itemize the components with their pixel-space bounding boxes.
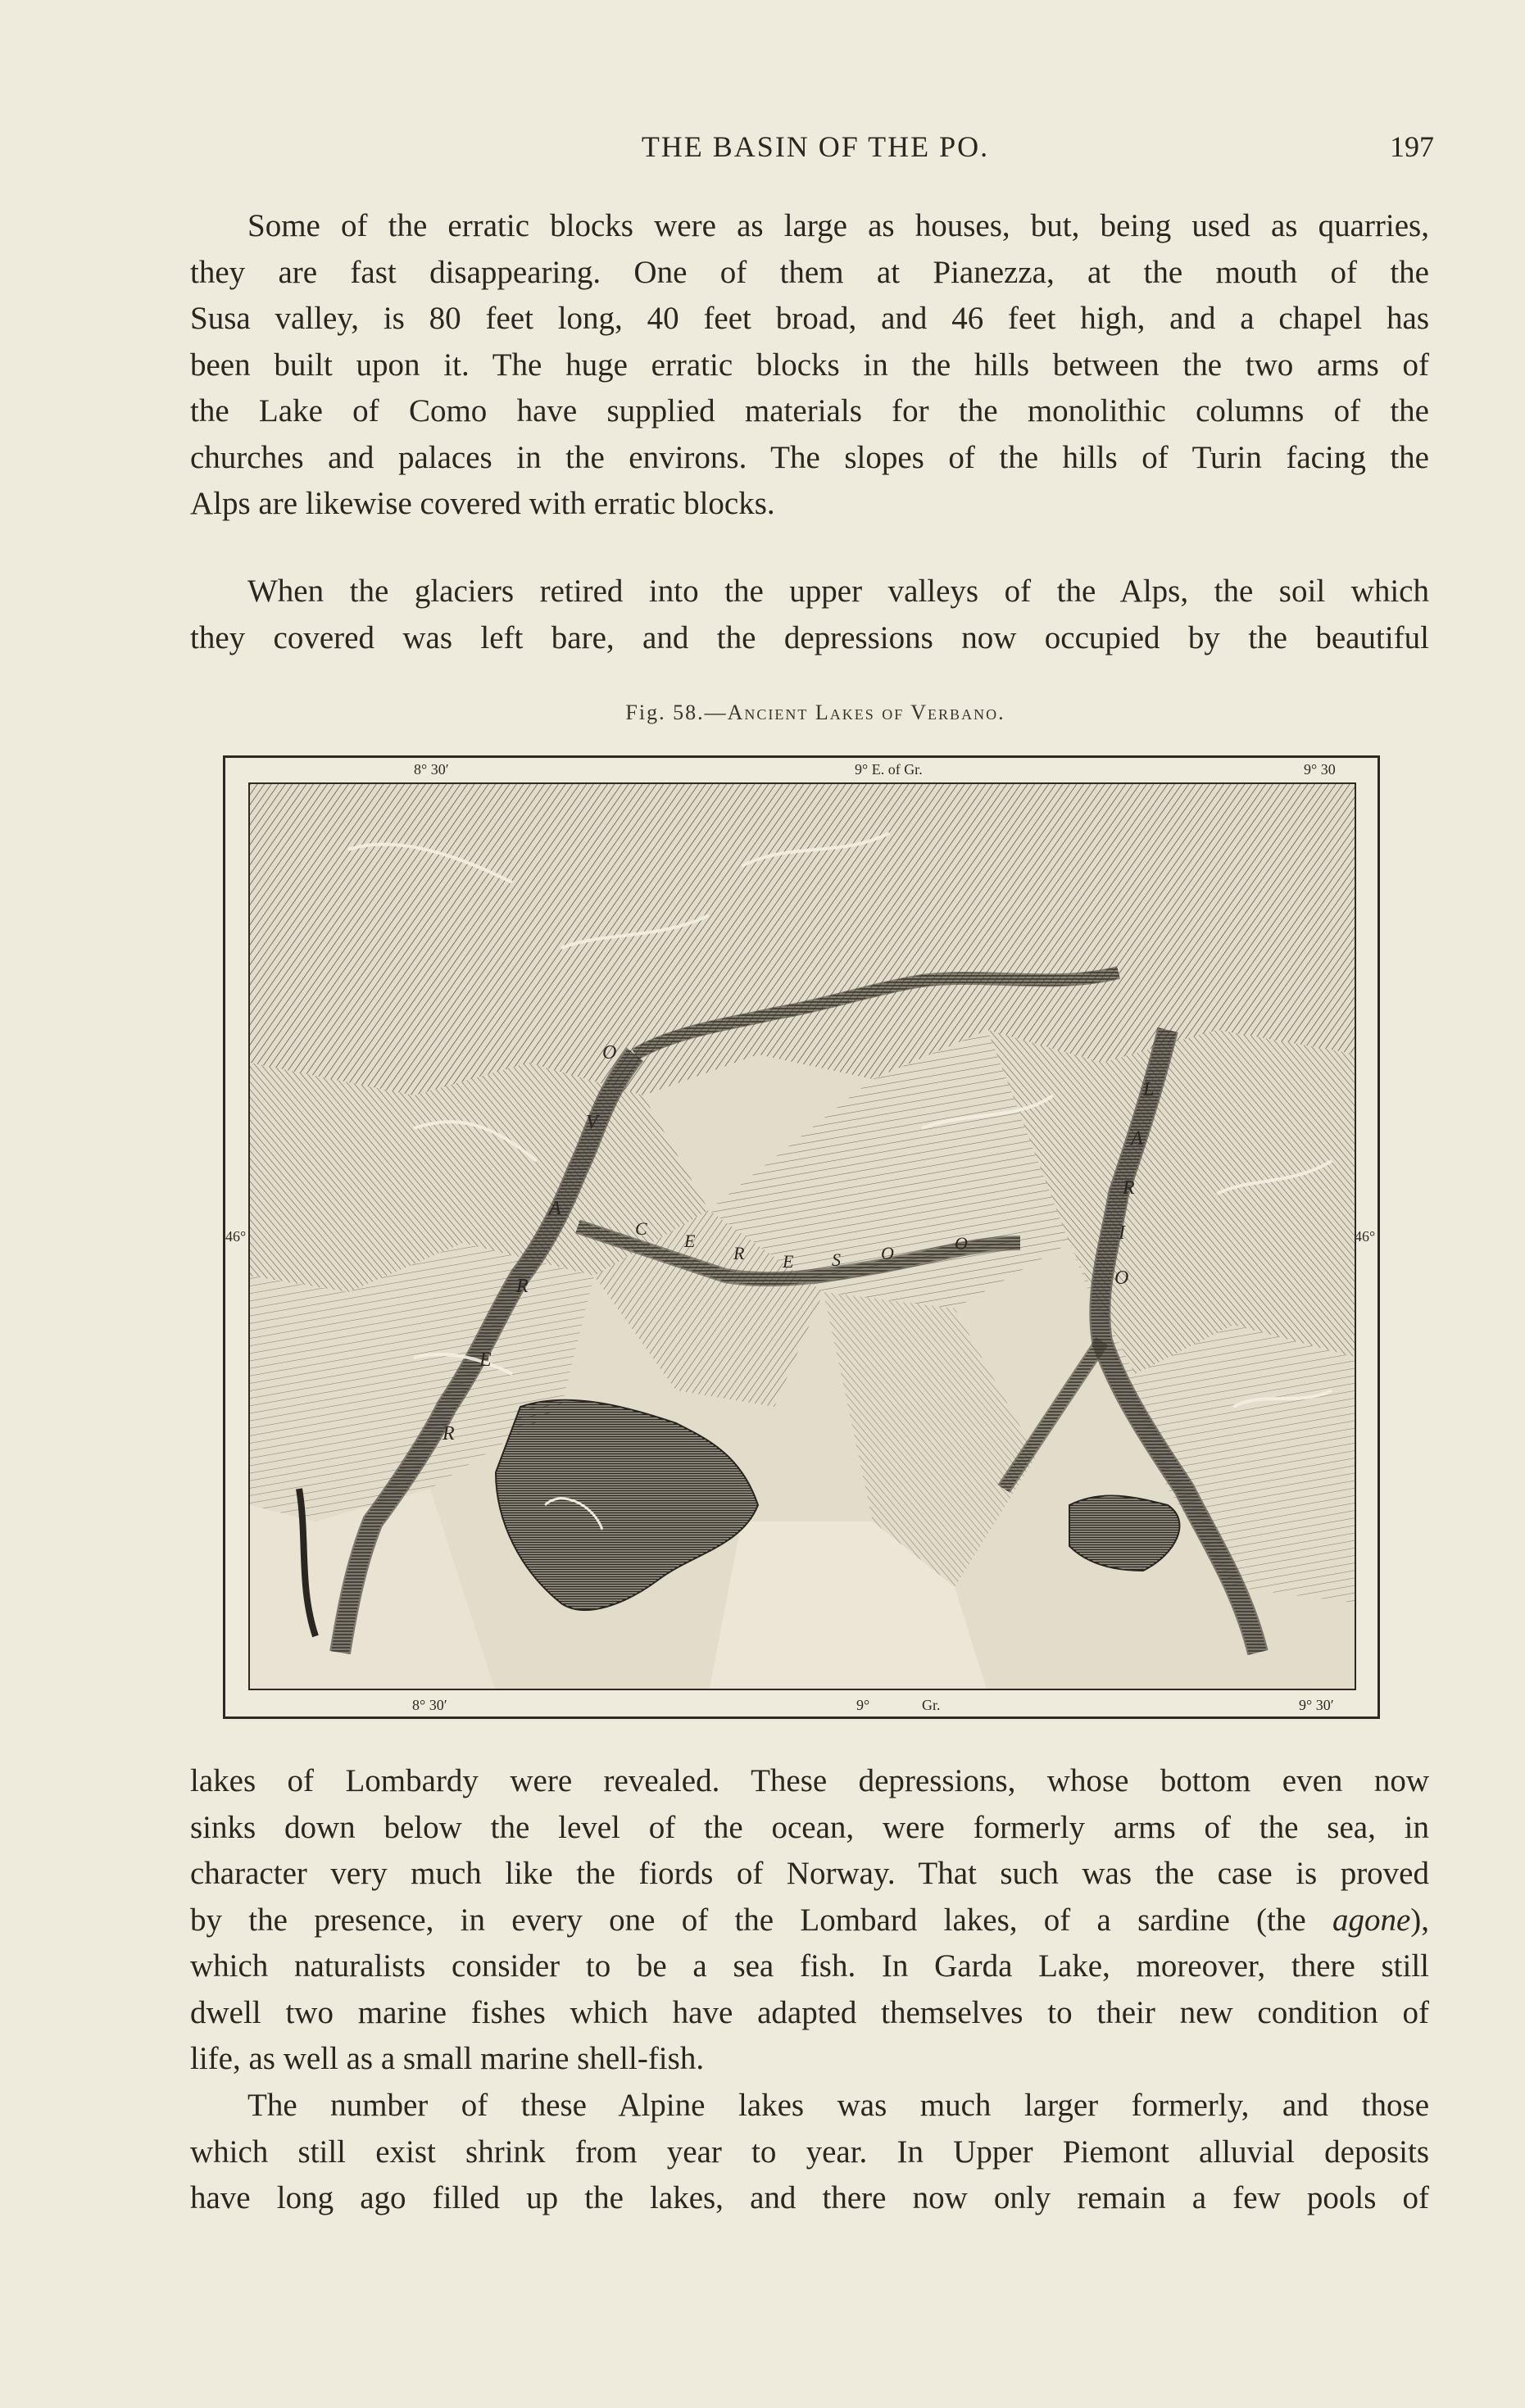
tick-bottom-center-right: Gr.: [922, 1697, 941, 1713]
text-line: lakes of Lombardy were revealed. These depressions, whose bottom even now: [190, 1763, 1429, 1798]
page-number: 197: [1390, 130, 1434, 163]
lake-letter: C: [635, 1218, 647, 1239]
tick-bottom-center: 9°: [856, 1697, 870, 1713]
text-line: When the glaciers retired into the upper valleys of the Alps, the soil which: [247, 574, 1429, 609]
tick-top-left: 8° 30′: [414, 761, 449, 778]
text-line: which still exist shrink from year to year. In Upper Piemont alluvial deposits: [190, 2134, 1429, 2170]
tick-top-right: 9° 30: [1304, 761, 1336, 778]
text-line: they covered was left bare, and the depressions now occupied by the beautiful: [190, 619, 1429, 655]
tick-bottom-left: 8° 30′: [412, 1697, 447, 1713]
lake-letter: O: [955, 1233, 968, 1254]
text-line: the Lake of Como have supplied materials for the monolithic columns of the: [190, 393, 1429, 429]
text-line: been built upon it. The huge erratic blocks in the hills between the two arms of: [190, 347, 1429, 383]
map-figure: [223, 755, 1380, 1719]
paragraph-3: [190, 1758, 1429, 2083]
paragraph-4: [190, 2083, 1429, 2222]
text-line: life, as well as a small marine shell-fish.: [190, 2041, 705, 2076]
figure-caption-prefix: Fig. 58.—: [625, 701, 728, 724]
lake-letter: R: [443, 1423, 455, 1444]
lake-letter: E: [783, 1251, 794, 1272]
figure-caption-title: Ancient Lakes of Verbano.: [727, 701, 1005, 724]
lake-letter: R: [516, 1276, 529, 1297]
text-line: dwell two marine fishes which have adapted themselves to their new condition of: [190, 1994, 1429, 2030]
lake-letter: I: [1119, 1222, 1125, 1244]
text-line: have long ago filled up the lakes, and there now only remain a few pools of: [190, 2180, 1429, 2215]
map-drawing: [248, 782, 1356, 1690]
lake-letter: O: [1114, 1267, 1129, 1289]
running-head: THE BASIN OF THE PO.: [641, 130, 990, 163]
lake-letter: V: [586, 1112, 598, 1133]
relief-map-illustration: [250, 784, 1356, 1690]
lake-letter: R: [733, 1243, 745, 1263]
text-line: which naturalists consider to be a sea fish. In Garda Lake, moreover, there still: [190, 1948, 1429, 1984]
text-line: sinks down below the level of the ocean, were formerly arms of the sea, in: [190, 1809, 1429, 1845]
text-line: Alps are likewise covered with erratic blocks.: [190, 486, 775, 521]
paragraph-2: [190, 569, 1429, 661]
text-line: they are fast disappearing. One of them at Pianezza, at the mouth of the: [190, 254, 1429, 290]
lake-letter: S: [832, 1249, 841, 1270]
lake-letter: E: [479, 1349, 492, 1371]
lake-letter: L: [1143, 1079, 1155, 1100]
text-line: character very much like the fiords of Norway. That such was the case is proved: [190, 1856, 1429, 1891]
paragraph-1: [190, 203, 1429, 528]
text-line: Susa valley, is 80 feet long, 40 feet broad, and 46 feet high, and a chapel has: [190, 301, 1429, 336]
tick-top-center: 9° E. of Gr.: [855, 761, 923, 778]
lake-letter: O: [881, 1243, 894, 1263]
text-line: churches and palaces in the environs. The slopes of the hills of Turin facing the: [190, 439, 1429, 475]
lake-letter: R: [1123, 1177, 1135, 1199]
tick-bottom-right: 9° 30′: [1299, 1697, 1334, 1713]
figure-caption: [197, 701, 1434, 725]
page-header: [197, 129, 1434, 170]
lake-letter: E: [684, 1231, 696, 1251]
lake-letter: O: [602, 1042, 617, 1063]
text-line: Some of the erratic blocks were as large as houses, but, being used as quarries,: [247, 208, 1429, 243]
text-line: by the presence, in every one of the Lombard lakes, of a sardine (the agone),: [190, 1902, 1429, 1938]
text-line: The number of these Alpine lakes was much larger formerly, and those: [247, 2088, 1429, 2123]
tick-side-right: 46°: [1355, 1228, 1376, 1245]
tick-side-left: 46°: [225, 1228, 247, 1245]
lake-letter: A: [549, 1198, 561, 1219]
lake-letter: A: [1131, 1128, 1143, 1150]
